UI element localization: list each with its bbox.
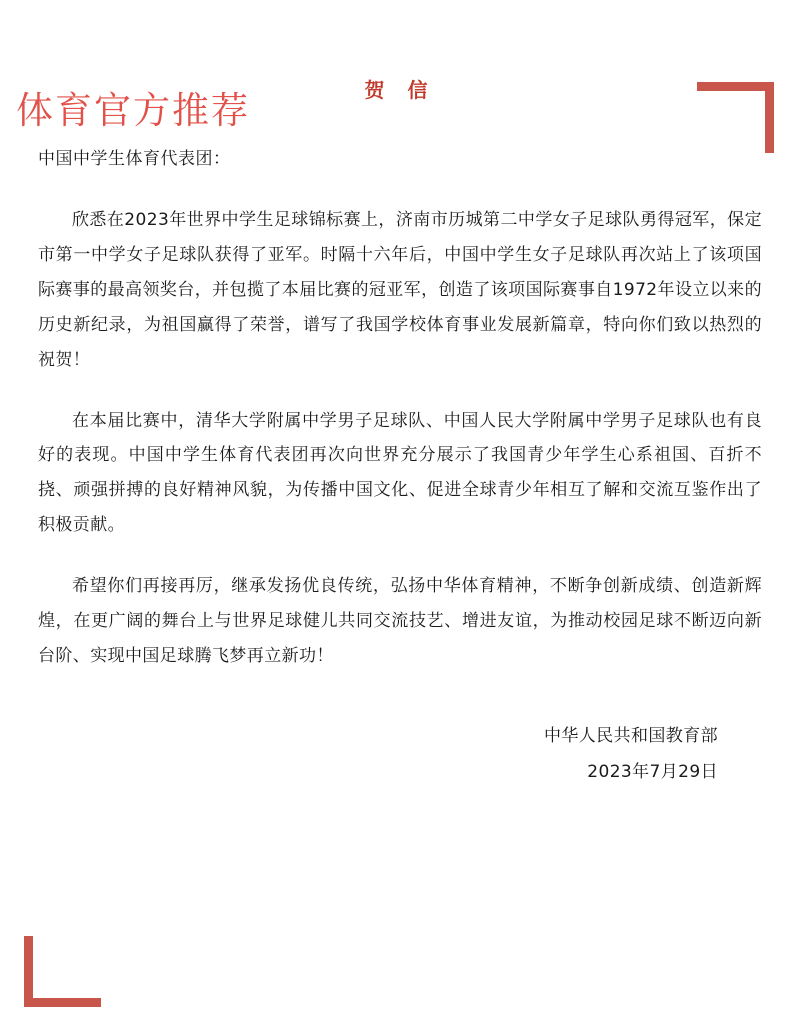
paragraph-2: 在本届比赛中，清华大学附属中学男子足球队、中国人民大学附属中学男子足球队也有良好的表现。中国中学生体育代表团再次向世界充分展示了我国青少年学生心系祖国、百折不挠、顽强拼搏的良好精神风貌，为传播中国文化、促进全球青少年相互了解和交流互鉴作出了积极贡献。 [38,410,762,536]
signature-organization: 中华人民共和国教育部 [544,726,718,747]
signature-block [38,719,762,790]
paragraph-3: 希望你们再接再厉，继承发扬优良传统，弘扬中华体育精神，不断争创新成绩、创造新辉煌，在更广阔的舞台上与世界足球健儿共同交流技艺、增进友谊，为推动校园足球不断迈向新台阶、实现中国足球腾飞梦再立新功！ [38,575,762,666]
document-title: 贺 信 [364,78,436,102]
corner-bracket-bottom-left-icon [24,936,101,1007]
signature-date: 2023年7月29日 [587,762,718,783]
document-body [38,103,762,791]
document-page [0,74,800,1023]
salutation: 中国中学生体育代表团： [38,149,231,169]
watermark-text: 体育官方推荐 [16,89,250,132]
corner-bracket-top-right-icon [697,82,774,153]
paragraph-1: 欣悉在2023年世界中学生足球锦标赛上，济南市历城第二中学女子足球队勇得冠军，保定市第一中学女子足球队获得了亚军。时隔十六年后，中国中学生女子足球队再次站上了该项国际赛事的最高领奖台，并包揽了本届比赛的冠亚军，创造了该项国际赛事自1972年设立以来的历史新纪录，为祖国赢得了荣誉，谱写了我国学校体育事业发展新篇章，特向你们致以热烈的祝贺！ [38,210,762,370]
